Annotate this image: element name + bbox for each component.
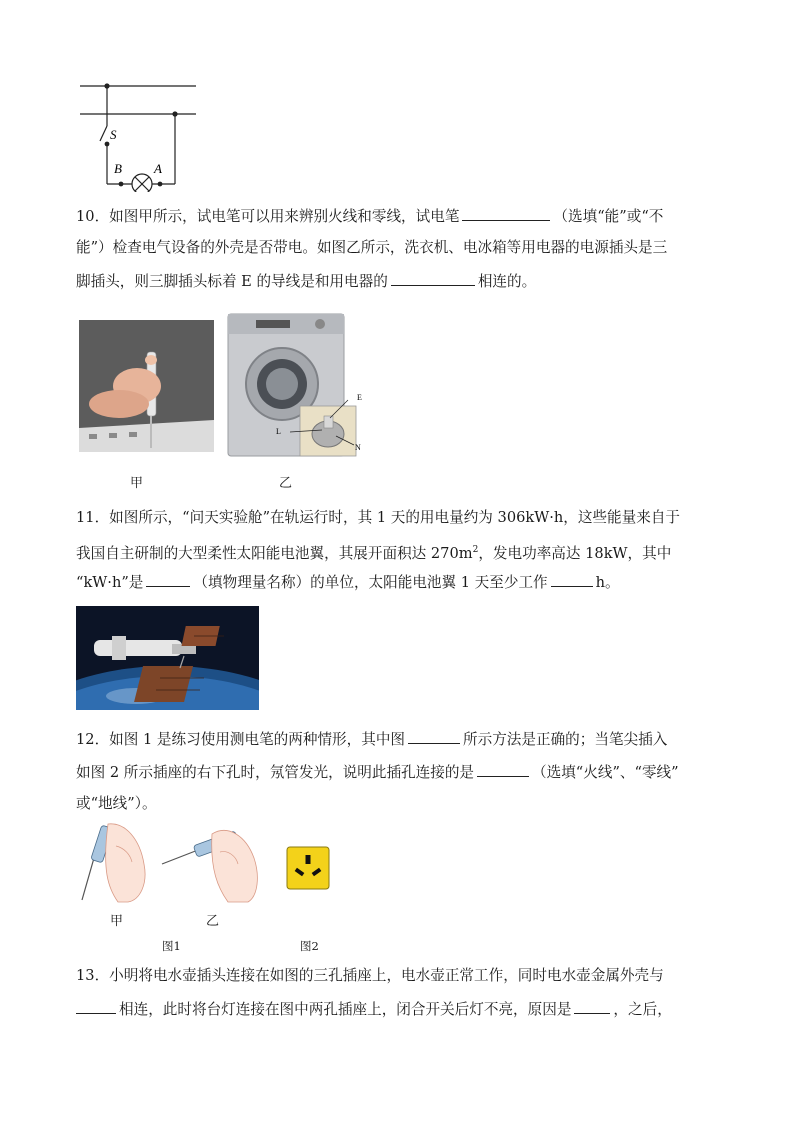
q12-line-3: 或“地线”）。 [76,795,157,812]
q10-line-3: 脚插头，则三脚插头标着 E 的导线是和用电器的 相连的。 [76,270,736,292]
q12-blank-1[interactable] [408,728,460,744]
q13-line-1: 13．小明将电水壶插头连接在如图的三孔插座上，电水壶正常工作，同时电水壶金属外壳与 [76,967,664,984]
q12-line-2: 如图 2 所示插座的右下孔时，氖管发光，说明此插孔连接的是 （选填“火线”、“零线” [76,761,736,783]
q10-line-1: 10．如图甲所示，试电笔可以用来辨别火线和零线，试电笔 （选填“能”或“不 [76,205,736,227]
switch-label: S [110,127,117,142]
socket-icon [286,846,330,890]
washing-machine-photo [224,312,364,458]
q12-blank-2[interactable] [477,761,529,777]
q10-line-2: 能”）检查电气设备的外壳是否带电。如图乙所示，洗衣机、电冰箱等用电器的电源插头是三 [76,239,668,256]
fig2-caption: 图2 [300,939,319,953]
q11-blank-2[interactable] [551,571,593,587]
label-a: A [154,161,162,176]
space-station-photo [76,606,259,710]
q13-line-2: 相连，此时将台灯连接在图中两孔插座上，闭合开关后灯不亮，原因是 ，之后， [76,998,736,1020]
plug-l-label: L [276,427,281,436]
plug-n-label: N [355,443,361,452]
q11-line-1: 11．如图所示，“问天实验舱”在轨运行时，其 1 天的用电量约为 306kW·h，这些能量来自于 [76,509,681,526]
q10-caption-jia: 甲 [130,476,144,491]
q11-blank-1[interactable] [146,571,190,587]
q10-blank-1[interactable] [462,205,550,221]
q13-blank-2[interactable] [574,998,610,1014]
tester-usage-figure [78,818,264,904]
q12-caption-yi: 乙 [206,914,220,929]
q11-line-3: “kW·h”是 （填物理量名称）的单位，太阳能电池翼 1 天至少工作 h。 [76,571,736,593]
fig1-caption: 图1 [162,939,181,953]
label-b: B [114,161,122,176]
q13-blank-1[interactable] [76,998,116,1014]
tester-pen-photo [79,320,214,452]
plug-e-label: E [357,393,362,402]
q12-caption-jia: 甲 [110,914,124,929]
circuit-diagram [76,76,206,192]
q10-blank-2[interactable] [391,270,475,286]
q12-line-1: 12．如图 1 是练习使用测电笔的两种情形，其中图 所示方法是正确的；当笔尖插入 [76,728,736,750]
q11-line-2: 我国自主研制的大型柔性太阳能电池翼，其展开面积达 $270m^2$，发电功率高达 18kW，其中 [76,544,672,562]
q10-caption-yi: 乙 [279,476,293,491]
